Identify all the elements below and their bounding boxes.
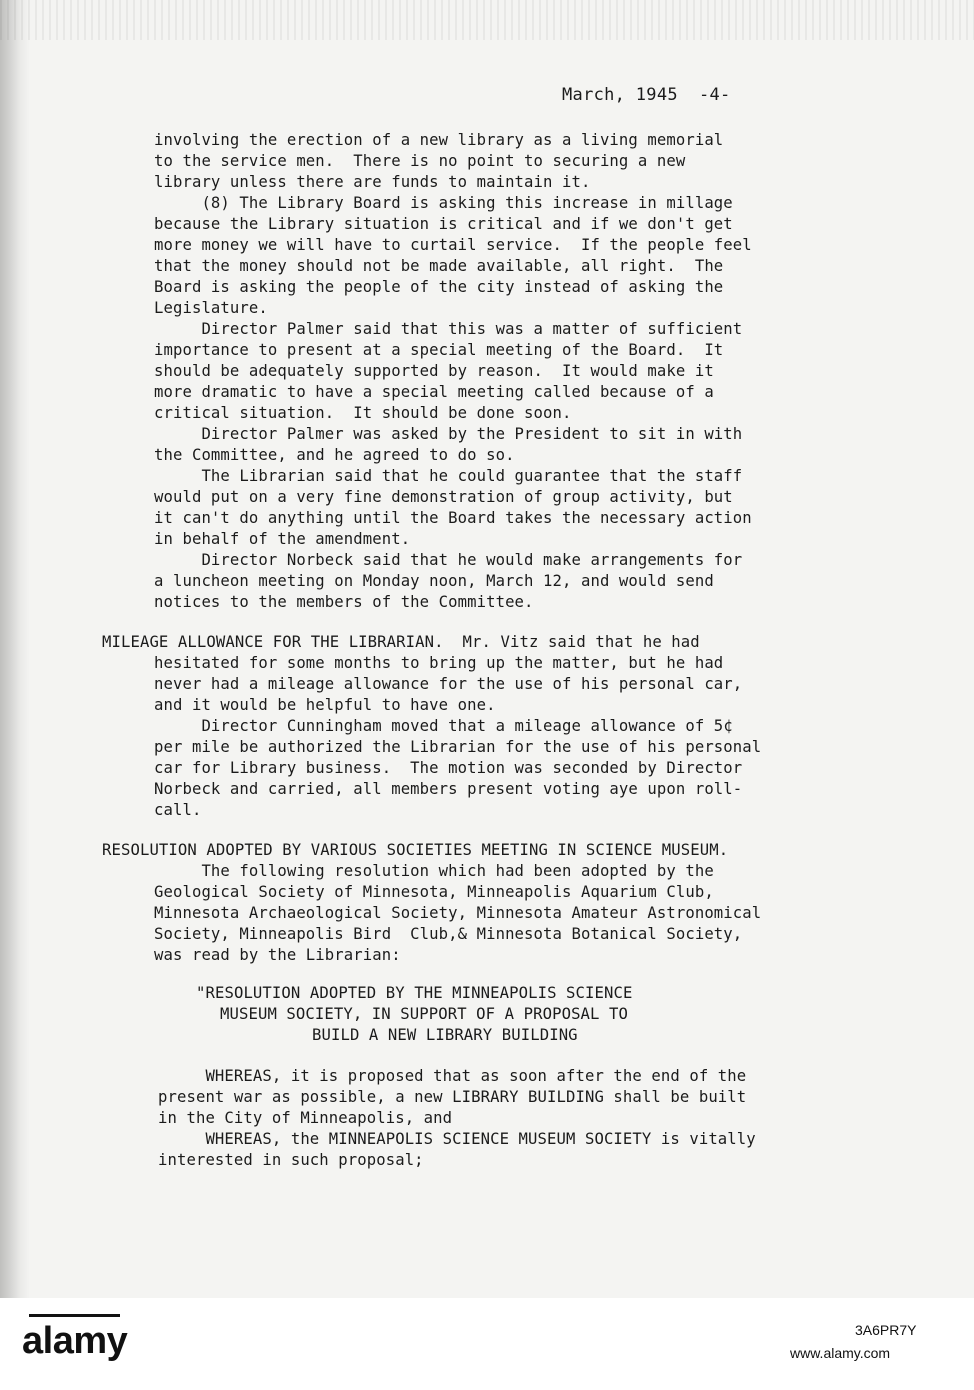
text-line: hesitated for some months to bring up the matter, but he had xyxy=(154,654,724,672)
resolution-title: MUSEUM SOCIETY, IN SUPPORT OF A PROPOSAL TO xyxy=(220,1005,628,1023)
text-line: in the City of Minneapolis, and xyxy=(158,1109,453,1127)
text-line: call. xyxy=(154,801,202,819)
text-line: importance to present at a special meeting of the Board. It xyxy=(154,341,724,359)
text-line: more money we will have to curtail service. If the people feel xyxy=(154,236,752,254)
scan-shadow xyxy=(0,0,30,1298)
text-line: in behalf of the amendment. xyxy=(154,530,411,548)
image-id: 3A6PR7Y xyxy=(855,1322,917,1338)
text-line: never had a mileage allowance for the use of his personal car, xyxy=(154,675,743,693)
text-line: Minnesota Archaeological Society, Minnesota Amateur Astronomical xyxy=(154,904,762,922)
watermark-footer xyxy=(0,1298,974,1390)
text-line: critical situation. It should be done soon. xyxy=(154,404,572,422)
text-line: WHEREAS, the MINNEAPOLIS SCIENCE MUSEUM SOCIETY is vitally xyxy=(158,1130,756,1148)
section-heading: MILEAGE ALLOWANCE FOR THE LIBRARIAN. Mr. Vitz said that he had xyxy=(102,633,700,651)
site-url: www.alamy.com xyxy=(790,1345,891,1361)
text-line: a luncheon meeting on Monday noon, March 12, and would send xyxy=(154,572,714,590)
text-line: per mile be authorized the Librarian for the use of his personal xyxy=(154,738,762,756)
text-line: Director Palmer said that this was a matter of sufficient xyxy=(154,320,743,338)
text-line: involving the erection of a new library as a living memorial xyxy=(154,131,724,149)
text-line: notices to the members of the Committee. xyxy=(154,593,534,611)
text-line: the Committee, and he agreed to do so. xyxy=(154,446,515,464)
text-line: it can't do anything until the Board takes the necessary action xyxy=(154,509,752,527)
text-line: Legislature. xyxy=(154,299,268,317)
text-line: to the service men. There is no point to securing a new xyxy=(154,152,686,170)
text-line: library unless there are funds to maintain it. xyxy=(154,173,591,191)
text-line: more dramatic to have a special meeting called because of a xyxy=(154,383,714,401)
text-line: interested in such proposal; xyxy=(158,1151,424,1169)
text-line: The Librarian said that he could guarantee that the staff xyxy=(154,467,743,485)
text-line: Board is asking the people of the city instead of asking the xyxy=(154,278,724,296)
section-heading: RESOLUTION ADOPTED BY VARIOUS SOCIETIES MEETING IN SCIENCE MUSEUM. xyxy=(102,841,729,859)
text-line: would put on a very fine demonstration of group activity, but xyxy=(154,488,733,506)
text-line: Director Norbeck said that he would make arrangements for xyxy=(154,551,743,569)
text-line: should be adequately supported by reason. It would make it xyxy=(154,362,714,380)
alamy-logo xyxy=(22,1320,127,1363)
text-line: Geological Society of Minnesota, Minneapolis Aquarium Club, xyxy=(154,883,714,901)
text-line: car for Library business. The motion was seconded by Director xyxy=(154,759,743,777)
text-line: Director Palmer was asked by the President to sit in with xyxy=(154,425,743,443)
text-line: that the money should not be made available, all right. The xyxy=(154,257,724,275)
resolution-title: "RESOLUTION ADOPTED BY THE MINNEAPOLIS SCIENCE xyxy=(196,984,633,1002)
resolution-title: BUILD A NEW LIBRARY BUILDING xyxy=(312,1026,578,1044)
text-line: was read by the Librarian: xyxy=(154,946,401,964)
text-line: WHEREAS, it is proposed that as soon after the end of the xyxy=(158,1067,747,1085)
text-line: Society, Minneapolis Bird Club,& Minnesota Botanical Society, xyxy=(154,925,743,943)
page-header: March, 1945 -4- xyxy=(562,85,731,105)
text-line: The following resolution which had been adopted by the xyxy=(154,862,714,880)
text-line: Norbeck and carried, all members present voting aye upon roll- xyxy=(154,780,743,798)
text-line: Director Cunningham moved that a mileage allowance of 5¢ xyxy=(154,717,733,735)
text-line: and it would be helpful to have one. xyxy=(154,696,496,714)
logo-text: alamy xyxy=(22,1320,128,1362)
text-line: present war as possible, a new LIBRARY BUILDING shall be built xyxy=(158,1088,747,1106)
text-line: because the Library situation is critical and if we don't get xyxy=(154,215,733,233)
text-line: (8) The Library Board is asking this increase in millage xyxy=(154,194,733,212)
scan-noise xyxy=(0,0,974,40)
